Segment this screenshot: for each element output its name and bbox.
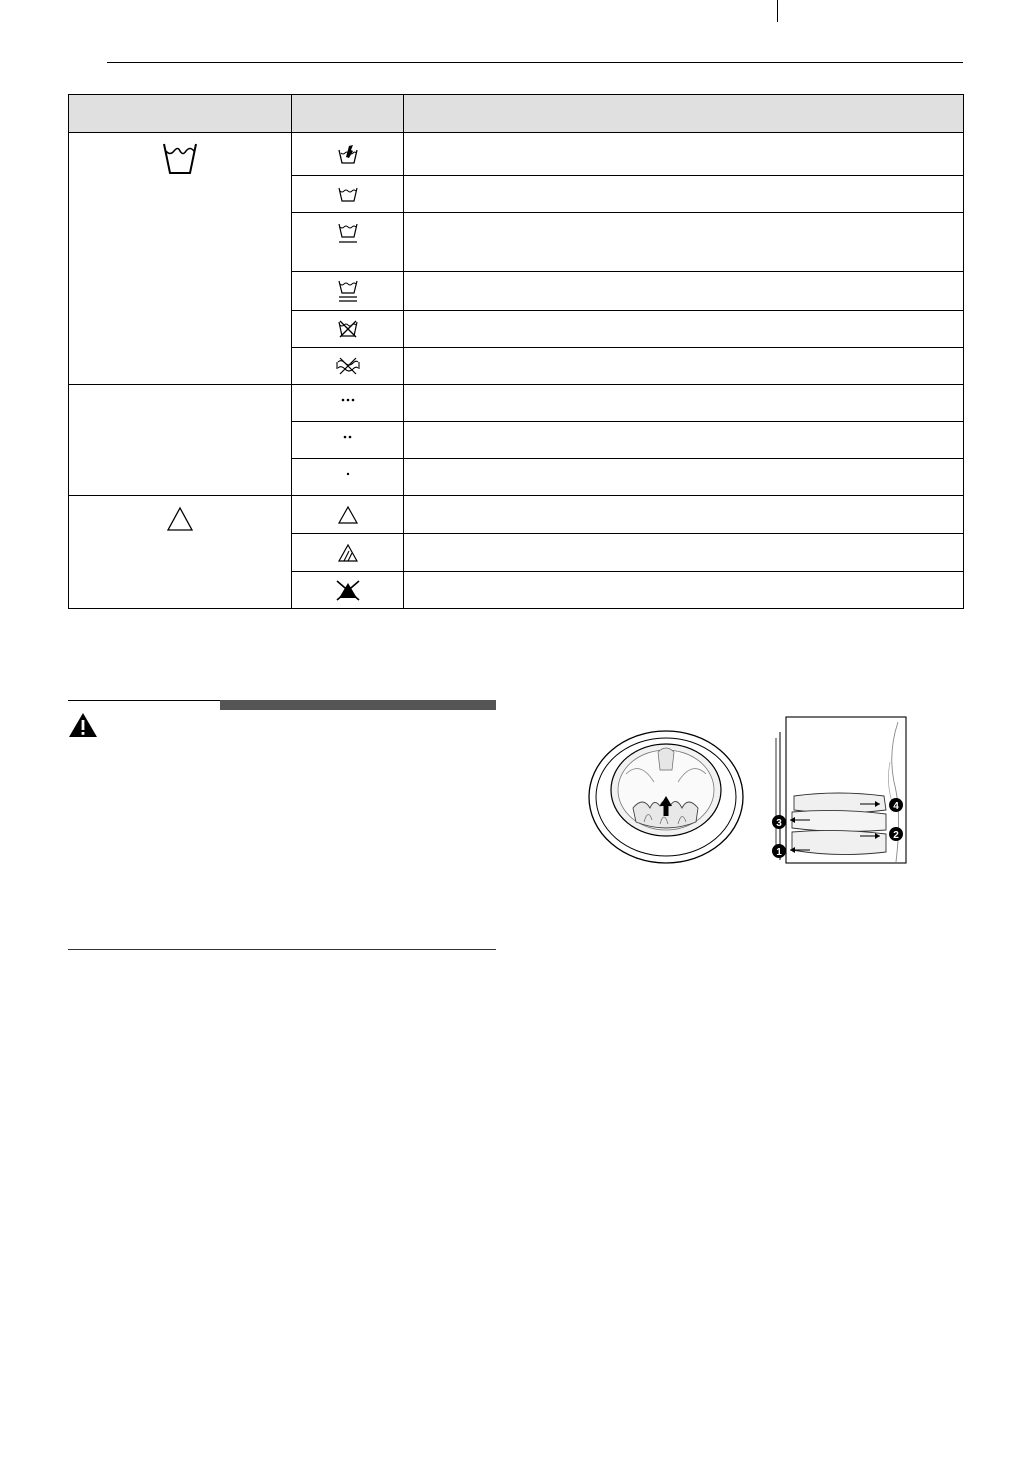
symbol-cell <box>292 348 404 385</box>
washer-drum-loaded-icon <box>589 731 743 863</box>
warning-triangle-icon <box>68 712 98 743</box>
meaning-cell <box>404 459 964 496</box>
meaning-cell <box>404 133 964 176</box>
page-corner-mark <box>777 0 778 22</box>
layered-laundry-icon <box>772 717 906 863</box>
symbol-cell <box>292 213 404 272</box>
header-meaning <box>404 95 964 133</box>
care-symbols-table <box>68 94 964 609</box>
step-label: 1 <box>776 847 782 858</box>
symbol-cell <box>292 385 404 422</box>
washtub-double-bar-icon <box>337 282 359 299</box>
symbol-cell <box>292 496 404 534</box>
table-row <box>69 496 964 534</box>
warning-bottom-rule <box>68 949 496 951</box>
hand-wash-icon <box>336 145 360 162</box>
step-label: 4 <box>893 801 899 812</box>
meaning-cell <box>404 272 964 311</box>
three-dots-icon <box>340 391 356 408</box>
meaning-cell <box>404 422 964 459</box>
table-row <box>69 133 964 176</box>
header-rule <box>107 62 963 63</box>
do-not-wring-icon <box>335 357 361 374</box>
meaning-cell <box>404 176 964 213</box>
symbol-cell <box>292 176 404 213</box>
washtub-gentle-icon <box>337 185 359 202</box>
symbol-cell <box>292 311 404 348</box>
step-label: 2 <box>893 830 899 841</box>
triangle-icon <box>166 506 194 537</box>
meaning-cell <box>404 534 964 572</box>
category-bleaching <box>69 496 292 609</box>
symbol-cell <box>292 422 404 459</box>
meaning-cell <box>404 572 964 609</box>
one-dot-icon <box>345 465 351 482</box>
bleach-non-chlorine-icon <box>337 544 359 561</box>
meaning-cell <box>404 385 964 422</box>
washtub-single-bar-icon <box>337 224 359 241</box>
symbol-cell <box>292 572 404 609</box>
symbol-cell <box>292 534 404 572</box>
table-header-row <box>69 95 964 133</box>
meaning-cell <box>404 311 964 348</box>
step-label: 3 <box>776 818 782 829</box>
meaning-cell <box>404 213 964 272</box>
symbol-cell <box>292 459 404 496</box>
header-category <box>69 95 292 133</box>
warning-top-rule <box>68 700 220 701</box>
symbol-cell <box>292 272 404 311</box>
do-not-wash-icon <box>337 320 359 337</box>
meaning-cell <box>404 348 964 385</box>
two-dots-icon <box>342 428 353 445</box>
warning-header-bar <box>220 700 496 710</box>
category-temperature <box>69 385 292 496</box>
meaning-cell <box>404 496 964 534</box>
bleach-any-icon <box>337 506 359 523</box>
washtub-icon <box>161 141 199 182</box>
laundry-loading-figure <box>588 712 918 872</box>
category-washing <box>69 133 292 385</box>
warning-box <box>68 700 496 950</box>
symbol-cell <box>292 133 404 176</box>
header-symbol <box>292 95 404 133</box>
table-row <box>69 385 964 422</box>
do-not-bleach-icon <box>334 581 362 598</box>
